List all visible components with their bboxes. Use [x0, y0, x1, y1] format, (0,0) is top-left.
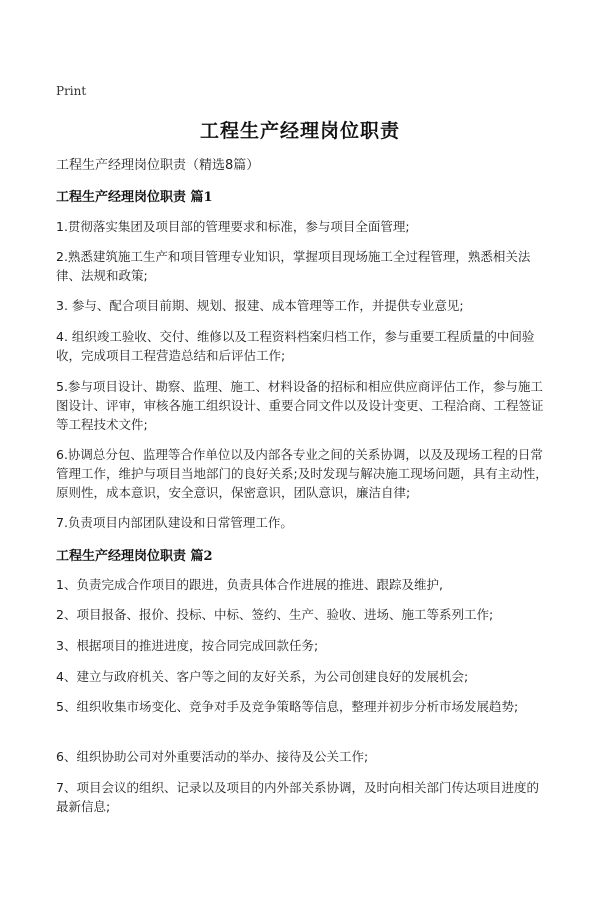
paragraph: 1.贯彻落实集团及项目部的管理要求和标准，参与项目全面管理;	[56, 219, 410, 234]
section-heading-1: 工程生产经理岗位职责 篇1	[56, 190, 213, 205]
print-label: Print	[56, 84, 87, 98]
paragraph: 3. 参与、配合项目前期、规划、报建、成本管理等工作，并提供专业意见;	[56, 298, 464, 313]
paragraph: 2、项目报备、报价、投标、中标、签约、生产、验收、进场、施工等系列工作;	[56, 607, 494, 622]
paragraph: 6.协调总分包、监理等合作单位以及内部各专业之间的关系协调，以及及现场工程的日常管理工作，维护与项目当地部门的良好关系;及时发现与解决施工现场问题，具有主动性，原则性，成本意识，安全意识，保密意识，团队意识，廉洁自律;	[56, 447, 548, 500]
paragraph: 5、组织收集市场变化、竞争对手及竞争策略等信息，整理并初步分析市场发展趋势;	[56, 699, 519, 714]
paragraph: 1、负责完成合作项目的跟进，负责具体合作进展的推进、跟踪及维护,	[56, 577, 443, 592]
page-subtitle: 工程生产经理岗位职责（精选8篇）	[56, 158, 260, 173]
paragraph: 4、建立与政府机关、客户等之间的友好关系，为公司创建良好的发展机会;	[56, 669, 469, 684]
paragraph: 5.参与项目设计、勘察、监理、施工、材料设备的招标和相应供应商评估工作，参与施工图设计、评审，审核各施工组织设计、重要合同文件以及设计变更、工程洽商、工程签证等工程技术文件;	[56, 379, 544, 432]
paragraph: 7.负责项目内部团队建设和日常管理工作。	[56, 515, 293, 530]
paragraph: 3、根据项目的推进进度，按合同完成回款任务;	[56, 638, 319, 653]
paragraph: 7、项目会议的组织、记录以及项目的内外部关系协调，及时向相关部门传达项目进度的最新信息;	[56, 780, 539, 814]
page-title: 工程生产经理岗位职责	[199, 120, 400, 142]
paragraph: 4. 组织竣工验收、交付、维修以及工程资料档案归档工作，参与重要工程质量的中间验收，完成项目工程营造总结和后评估工作;	[56, 329, 535, 363]
section-heading-2: 工程生产经理岗位职责 篇2	[56, 549, 213, 564]
paragraph: 2.熟悉建筑施工生产和项目管理专业知识，掌握项目现场施工全过程管理，熟悉相关法律、法规和政策;	[56, 249, 531, 283]
paragraph: 6、组织协助公司对外重要活动的举办、接待及公关工作;	[56, 749, 369, 764]
